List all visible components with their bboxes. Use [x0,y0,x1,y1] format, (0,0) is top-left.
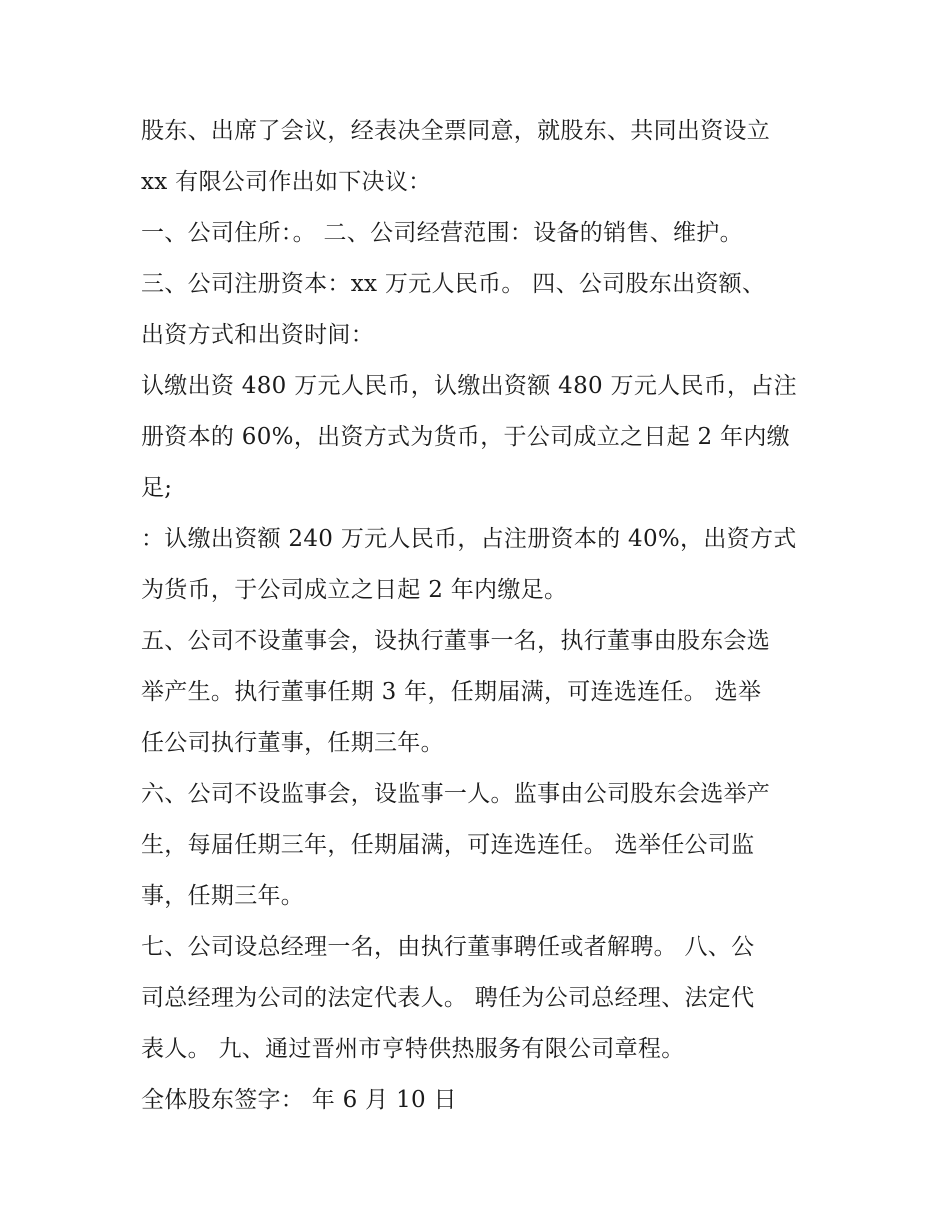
text-line: 一、公司住所：。 二、公司经营范围：设备的销售、维护。 [141,220,743,246]
text-line: 六、公司不设监事会，设监事一人。监事由公司股东会选举产 [141,781,771,807]
text-line: 足; [141,475,173,501]
text-line: 七、公司设总经理一名，由执行董事聘任或者解聘。 八、公 [141,934,755,960]
text-line: 册资本的 60%，出资方式为货币，于公司成立之日起 2 年内缴 [141,424,790,450]
text-line: 三、公司注册资本：xx 万元人民币。 四、公司股东出资额、 [141,271,766,297]
text-line: 举产生。执行董事任期 3 年，任期届满，可连选连任。 选举 [141,679,762,705]
text-line: 生，每届任期三年，任期届满，可连选连任。 选举任公司监 [141,832,755,858]
text-line: 司总经理为公司的法定代表人。 聘任为公司总经理、法定代 [141,985,755,1011]
document-body [141,106,813,1126]
text-line: 表人。 九、通过晋州市亨特供热服务有限公司章程。 [141,1036,685,1062]
text-line: 为货币，于公司成立之日起 2 年内缴足。 [141,577,568,603]
text-line: 事，任期三年。 [141,883,305,909]
text-line: 认缴出资 480 万元人民币，认缴出资额 480 万元人民币，占注 [141,373,797,399]
text-line: 出资方式和出资时间： [141,322,374,348]
text-line: 股东、出席了会议，经表决全票同意，就股东、共同出资设立 [141,118,771,144]
text-line: 任公司执行董事，任期三年。 [141,730,444,756]
text-line: xx 有限公司作出如下决议： [141,169,432,195]
text-line: 五、公司不设董事会，设执行董事一名，执行董事由股东会选 [141,628,771,654]
text-line: ：认缴出资额 240 万元人民币，占注册资本的 40%，出资方式 [141,526,797,552]
signature-line: 全体股东签字： 年 6 月 10 日 [141,1087,457,1113]
